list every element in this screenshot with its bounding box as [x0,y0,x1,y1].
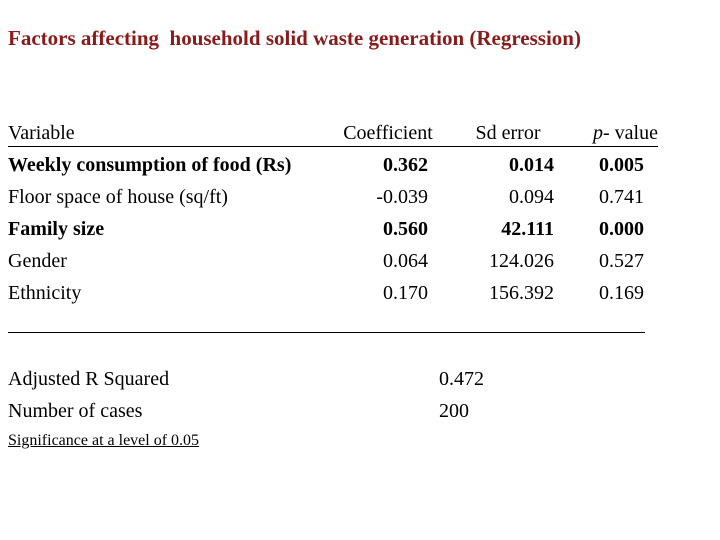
row-variable: Ethnicity [8,282,82,304]
row-variable: Gender [8,250,67,272]
table-bottom-rule [8,332,645,333]
table-header-row [8,120,658,152]
row-sd-error: 42.111 [501,218,554,240]
row-sd-error: 124.026 [489,250,554,272]
table-row [8,280,658,312]
table-row [8,248,658,280]
number-of-cases-value: 200 [439,400,469,422]
adjusted-r-squared-label: Adjusted R Squared [8,368,170,390]
header-p-rest: - value [603,122,658,144]
adjusted-r-squared-row [8,366,608,398]
row-coefficient: 0.170 [383,282,428,304]
significance-footnote: Significance at a level of 0.05 [8,432,200,449]
regression-table [8,120,658,312]
row-coefficient: -0.039 [376,186,428,208]
model-stats [8,366,608,430]
row-sd-error: 0.014 [509,154,554,176]
row-sd-error: 0.094 [509,186,554,208]
row-p-value: 0.005 [599,154,644,176]
row-p-value: 0.527 [599,250,644,272]
adjusted-r-squared-value: 0.472 [439,368,484,390]
table-row [8,152,658,184]
row-coefficient: 0.064 [383,250,428,272]
table-row [8,216,658,248]
row-sd-error: 156.392 [489,282,554,304]
page-title: Factors affecting household solid waste generation (Regression) [8,26,581,50]
header-sd-error: Sd error [438,120,578,147]
row-variable: Floor space of house (sq/ft) [8,186,228,208]
row-p-value: 0.000 [599,218,644,240]
row-variable: Family size [8,218,105,240]
table-row [8,184,658,216]
number-of-cases-label: Number of cases [8,400,143,422]
header-coefficient: Coefficient [338,120,438,147]
number-of-cases-row [8,398,608,430]
row-p-value: 0.741 [599,186,644,208]
row-coefficient: 0.362 [383,154,428,176]
header-p-italic: p [593,122,604,144]
header-variable: Variable [8,120,338,147]
row-coefficient: 0.560 [383,218,428,240]
row-variable: Weekly consumption of food (Rs) [8,154,292,176]
header-p-value [578,120,658,147]
row-p-value: 0.169 [599,282,644,304]
